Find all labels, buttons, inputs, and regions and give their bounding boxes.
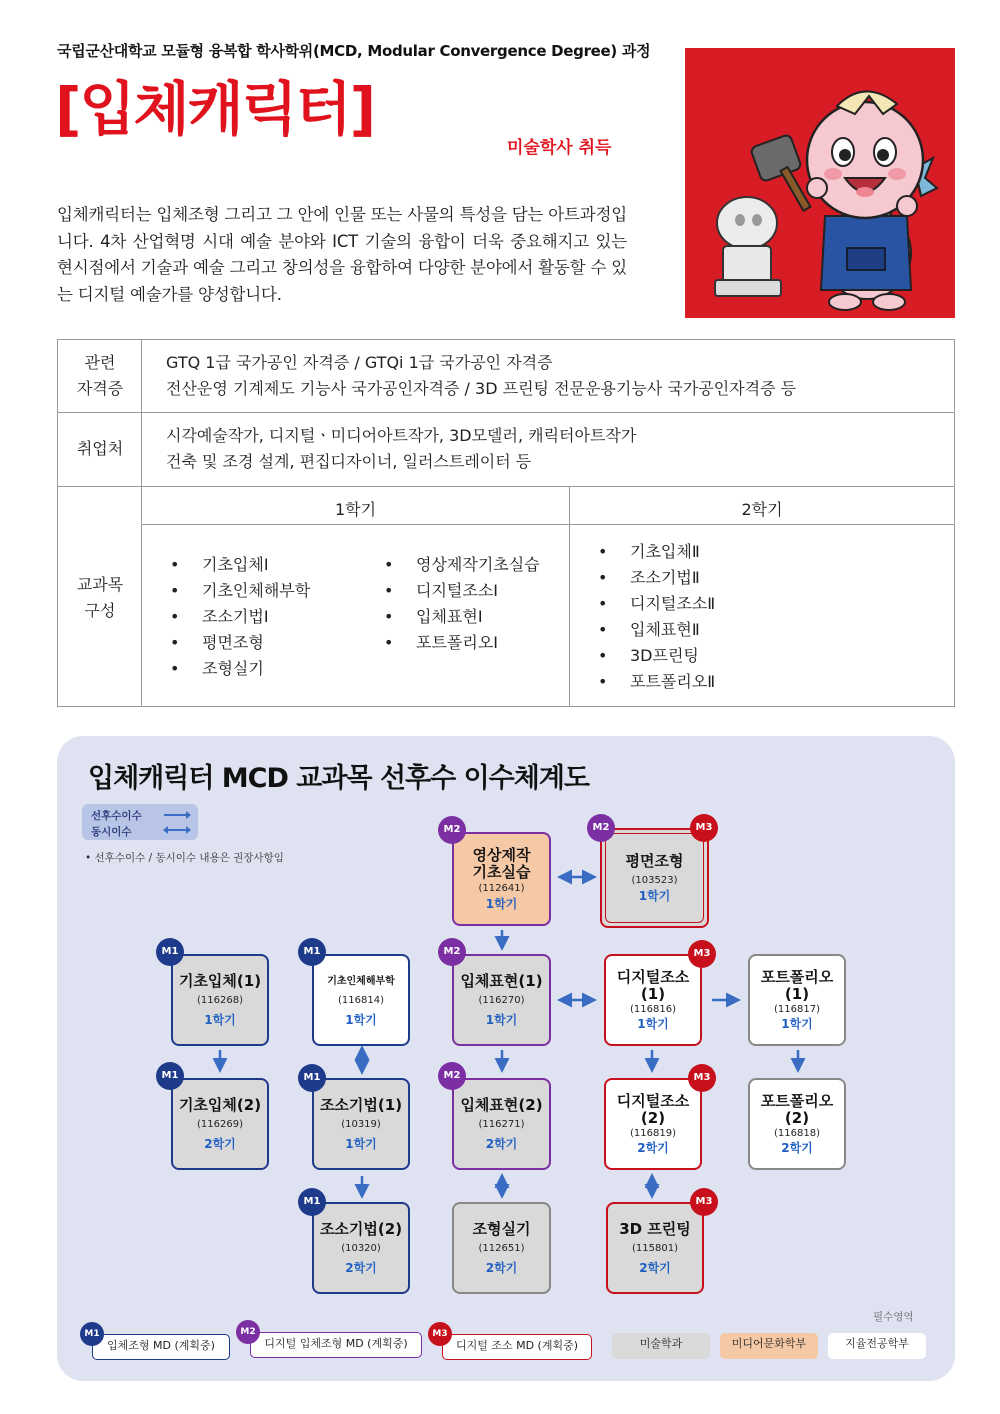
- node-code: (112651): [478, 1242, 525, 1254]
- m2-badge: M2: [438, 1062, 466, 1090]
- node-code: (112641): [478, 882, 525, 894]
- jobs-line2: 건축 및 조경 설계, 편집디자이너, 일러스트레이터 등: [166, 452, 532, 471]
- node-semester: 2학기: [485, 1260, 518, 1275]
- course-node-video-basics: [452, 832, 551, 926]
- node-code: (116268): [197, 994, 243, 1006]
- course-node-portfolio-2: [748, 1078, 846, 1170]
- node-code: (116819): [630, 1127, 676, 1139]
- degree-label: 미술학사 취득: [507, 138, 612, 158]
- m1-badge: M1: [156, 938, 184, 966]
- semester1-head: 1학기: [334, 500, 377, 519]
- node-code: (116814): [338, 994, 384, 1006]
- legend-free-major: 지율전공학부: [828, 1333, 926, 1359]
- m3-badge: M3: [690, 814, 718, 842]
- course-node-digital-sculpt-2: [604, 1078, 702, 1170]
- node-title: 포트폴리오: [760, 1091, 834, 1110]
- course-item: • 기초인체해부학: [170, 578, 310, 604]
- legend-media-dept: 미디어문화학부: [720, 1333, 818, 1359]
- m3-badge: M3: [688, 1064, 716, 1092]
- course-item: • 기초입체Ⅰ: [170, 552, 310, 578]
- legend-m2: 디지털 입체조형 MD (계획중): [250, 1332, 422, 1358]
- node-code: (10319): [341, 1118, 381, 1130]
- node-code: (116816): [630, 1003, 676, 1015]
- curriculum-head-line1: 교과목: [76, 575, 124, 594]
- node-code: (116817): [774, 1003, 820, 1015]
- course-node-anatomy: [312, 954, 410, 1046]
- m2-badge: M2: [587, 814, 615, 842]
- node-semester: 2학기: [637, 1140, 669, 1155]
- required-area-label: 필수영역: [873, 1311, 914, 1323]
- m2-badge: M2: [438, 816, 466, 844]
- node-semester: 1학기: [781, 1016, 813, 1031]
- node-title-line2: (1): [784, 984, 810, 1003]
- node-semester: 1학기: [345, 1136, 377, 1151]
- cert-line1: GTQ 1급 국가공인 자격증 / GTQi 1급 국가공인 자격증: [166, 353, 553, 372]
- m1-badge: M1: [298, 1188, 326, 1216]
- cert-line2: 전산운영 기계제도 기능사 국가공인자격증 / 3D 프린팅 전문운용기능사 국가공인자격증 등: [166, 379, 797, 398]
- legend-m1: 입체조형 MD (계획중): [92, 1334, 230, 1360]
- node-title-line2: (2): [784, 1108, 810, 1127]
- node-semester: 2학기: [781, 1140, 813, 1155]
- node-title: 조소기법(1): [319, 1095, 403, 1114]
- node-semester: 1학기: [637, 1016, 669, 1031]
- m3-badge: M3: [690, 1188, 718, 1216]
- course-node-expression-2: [452, 1078, 551, 1170]
- course-node-basic-3d-2: [171, 1078, 269, 1170]
- course-item: • 입체표현Ⅰ: [384, 604, 540, 630]
- node-semester: 1학기: [638, 888, 671, 903]
- node-code: (116270): [478, 994, 525, 1006]
- course-item: • 입체표현Ⅱ: [598, 617, 715, 643]
- course-item: • 포트폴리오Ⅰ: [384, 630, 540, 656]
- m3-badge: M3: [428, 1322, 452, 1346]
- course-item: • 디지털조소Ⅰ: [384, 578, 540, 604]
- node-title: 3D 프린팅: [619, 1219, 691, 1238]
- program-subtitle: 국립군산대학교 모듈형 융복합 학사학위(MCD, Modular Convergence Degree) 과정: [57, 42, 651, 60]
- node-title: 입체표현(2): [460, 1095, 543, 1114]
- legend-art-dept: 미술학과: [612, 1333, 710, 1359]
- node-semester: 1학기: [204, 1012, 236, 1027]
- node-title: 입체표현(1): [460, 971, 543, 990]
- node-semester: 2학기: [345, 1260, 377, 1275]
- node-semester: 1학기: [345, 1012, 377, 1027]
- m1-badge: M1: [298, 1064, 326, 1092]
- course-node-plane-form: [600, 828, 709, 928]
- node-title: 디지털조소: [616, 967, 690, 986]
- node-code: (116818): [774, 1127, 820, 1139]
- course-node-digital-sculpt-1: [604, 954, 702, 1046]
- node-code: (103523): [631, 874, 678, 886]
- legend-concurrent-label: 동시이수: [91, 826, 132, 838]
- node-title-line2: 기초실습: [472, 862, 531, 881]
- node-title: 디지털조소: [616, 1091, 690, 1110]
- m3-badge: M3: [688, 940, 716, 968]
- course-node-form-practice: [452, 1202, 551, 1294]
- m1-badge: M1: [80, 1322, 104, 1346]
- m2-badge: M2: [438, 938, 466, 966]
- node-code: (115801): [632, 1242, 678, 1254]
- course-node-basic-3d-1: [171, 954, 269, 1046]
- course-item: • 기초입체Ⅱ: [598, 539, 715, 565]
- course-item: • 조형실기: [170, 656, 310, 682]
- page-title: [입체캐릭터]: [55, 75, 375, 143]
- course-item: • 조소기법Ⅱ: [598, 565, 715, 591]
- node-title: 기초입체(1): [178, 971, 262, 990]
- node-code: (10320): [341, 1242, 381, 1254]
- node-title: 평면조형: [625, 851, 684, 870]
- course-item: • 디지털조소Ⅱ: [598, 591, 715, 617]
- node-semester: 1학기: [485, 896, 518, 911]
- node-semester: 2학기: [639, 1260, 671, 1275]
- node-title-line2: (2): [640, 1108, 666, 1127]
- course-item: • 포트폴리오Ⅱ: [598, 669, 715, 695]
- node-title: 포트폴리오: [760, 967, 834, 986]
- semester2-head: 2학기: [741, 500, 783, 519]
- legend-prereq-label: 선후수이수: [91, 810, 142, 822]
- intro-paragraph: 입체캐릭터는 입체조형 그리고 그 안에 인물 또는 사물의 특성을 담는 아트과정입니다. 4차 산업혁명 시대 예술 분야와 ICT 기술의 융합이 더욱 중요해지고 있는 현시점에서 기술과 예술 그리고 창의성을 융합하여 다양한 분야에서 활동할 수 있는 디지털 예술가를 양성합니다.: [57, 205, 627, 304]
- legend-m3: 디지털 조소 MD (계획중): [442, 1334, 592, 1360]
- node-code: (116269): [197, 1118, 243, 1130]
- course-node-expression-1: [452, 954, 551, 1046]
- course-node-3d-printing: [606, 1202, 704, 1294]
- jobs-row-head: 취업처: [76, 439, 124, 458]
- node-title: 조형실기: [472, 1219, 531, 1238]
- legend-note: • 선후수이수 / 동시이수 내용은 권장사항임: [85, 852, 284, 864]
- m2-badge: M2: [236, 1320, 260, 1344]
- cert-head-line2: 자격증: [76, 379, 124, 398]
- course-item: • 조소기법Ⅰ: [170, 604, 310, 630]
- diagram-title: 입체캐릭터 MCD 교과목 선후수 이수체계도: [88, 763, 590, 794]
- cert-head-line1: 관련: [84, 353, 116, 372]
- m1-badge: M1: [298, 938, 326, 966]
- node-code: (116271): [478, 1118, 525, 1130]
- node-semester: 1학기: [485, 1012, 518, 1027]
- m1-badge: M1: [156, 1062, 184, 1090]
- course-item: • 영상제작기초실습: [384, 552, 540, 578]
- node-title: 기초입체(2): [178, 1095, 262, 1114]
- node-title: 조소기법(2): [319, 1219, 403, 1238]
- node-semester: 2학기: [204, 1136, 236, 1151]
- course-node-portfolio-1: [748, 954, 846, 1046]
- node-title: 영상제작: [472, 845, 531, 864]
- course-node-sculpt-tech-1: [312, 1078, 410, 1170]
- course-item: • 평면조형: [170, 630, 310, 656]
- node-title-line2: (1): [640, 984, 666, 1003]
- course-node-sculpt-tech-2: [312, 1202, 410, 1294]
- node-semester: 2학기: [485, 1136, 518, 1151]
- jobs-line1: 시각예술작가, 디지털ㆍ미디어아트작가, 3D모델러, 캐릭터아트작가: [166, 426, 637, 445]
- node-title: 기초인체해부학: [327, 975, 395, 987]
- curriculum-head-line2: 구성: [84, 601, 116, 620]
- course-item: • 3D프린팅: [598, 643, 715, 669]
